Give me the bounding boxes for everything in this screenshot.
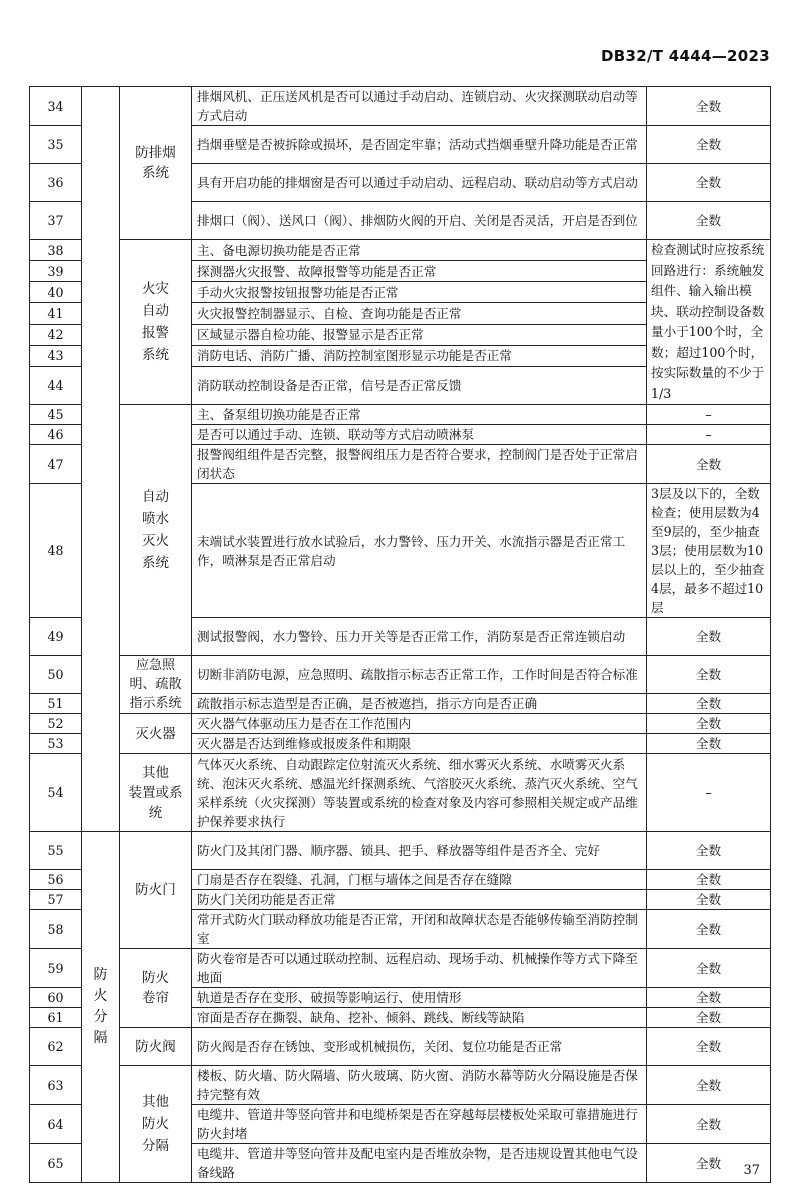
row-number: 61 [30, 1008, 82, 1028]
check-content: 灭火器是否达到维修或报废条件和期限 [192, 734, 647, 754]
table-row [30, 240, 771, 261]
check-content: 气体灭火系统、自动跟踪定位射流灭火系统、细水雾灭火系统、水喷雾灭火系统、泡沫灭火系统、感温光纤探测系统、气溶胶灭火系统、蒸汽灭火系统、空气采样系统（火灾探测）等装置或系统的检查对象及内容可参照相关规定或产品维护保养要求执行 [192, 754, 647, 832]
check-content: 防火卷帘是否可以通过联动控制、远程启动、现场手动、机械操作等方式下降至地面 [192, 949, 647, 988]
check-content: 防火阀是否存在锈蚀、变形或机械损伤，关闭、复位功能是否正常 [192, 1028, 647, 1066]
subsystem-fire-door: 防火门 [120, 832, 192, 949]
table-row [30, 656, 771, 694]
check-content: 防火门及其闭门器、顺序器、锁具、把手、释放器等组件是否齐全、完好 [192, 832, 647, 870]
row-number: 63 [30, 1066, 82, 1105]
row-number: 34 [30, 87, 82, 126]
check-content: 主、备泵组切换功能是否正常 [192, 405, 647, 425]
row-number: 43 [30, 345, 82, 366]
check-content: 末端试水装置进行放水试验后，水力警铃、压力开关、水流指示器是否正常工作，喷淋泵是否正常启动 [192, 484, 647, 618]
check-scope: 全数 [647, 1028, 771, 1066]
check-content: 报警阀组组件是否完整，报警阀组压力是否符合要求，控制阀门是否处于正常启闭状态 [192, 445, 647, 484]
row-number: 52 [30, 714, 82, 734]
check-scope: 全数 [647, 694, 771, 714]
subsystem-smoke-control: 防排烟 系统 [120, 87, 192, 240]
row-number: 65 [30, 1144, 82, 1183]
table-row [30, 949, 771, 988]
row-number: 38 [30, 240, 82, 261]
check-content: 排烟口（阀）、送风口（阀）、排烟防火阀的开启、关闭是否灵活，开启是否到位 [192, 202, 647, 240]
row-number: 37 [30, 202, 82, 240]
check-content: 主、备电源切换功能是否正常 [192, 240, 647, 261]
check-scope: 全数 [647, 870, 771, 890]
row-number: 46 [30, 425, 82, 445]
row-number: 48 [30, 484, 82, 618]
row-number: 64 [30, 1105, 82, 1144]
check-scope: 全数 [647, 1008, 771, 1028]
table-row [30, 405, 771, 425]
check-scope: 全数 [647, 1105, 771, 1144]
check-scope: – [647, 405, 771, 425]
check-content: 电缆井、管道井等竖向管井和电缆桥架是否在穿越每层楼板处采取可靠措施进行防火封堵 [192, 1105, 647, 1144]
check-scope: 全数 [647, 202, 771, 240]
check-scope: 全数 [647, 445, 771, 484]
check-scope: 全数 [647, 890, 771, 910]
check-scope: – [647, 754, 771, 832]
check-scope: 全数 [647, 618, 771, 656]
subsystem-extinguisher: 灭火器 [120, 714, 192, 754]
row-number: 47 [30, 445, 82, 484]
row-number: 55 [30, 832, 82, 870]
row-number: 45 [30, 405, 82, 425]
check-scope: 全数 [647, 1066, 771, 1105]
check-content: 是否可以通过手动、连锁、联动等方式启动喷淋泵 [192, 425, 647, 445]
check-scope: 全数 [647, 910, 771, 949]
check-content: 楼板、防火墙、防火隔墙、防火玻璃、防火窗、消防水幕等防火分隔设施是否保持完整有效 [192, 1066, 647, 1105]
check-scope: 全数 [647, 714, 771, 734]
check-content: 门扇是否存在裂缝、孔洞，门框与墙体之间是否存在缝隙 [192, 870, 647, 890]
subsystem-fire-damper: 防火阀 [120, 1028, 192, 1066]
check-content: 手动火灾报警按钮报警功能是否正常 [192, 282, 647, 303]
check-content: 帘面是否存在撕裂、缺角、挖补、倾斜、跳线、断线等缺陷 [192, 1008, 647, 1028]
row-number: 39 [30, 261, 82, 282]
sampling-note-alarm: 检查测试时应按系统回路进行：系统触发组件、输入输出模块、联动控制设备数量小于100个时，全数；超过100个时，按实际数量的不少于1/3 [647, 240, 771, 405]
check-content: 区域显示器自检功能、报警显示是否正常 [192, 324, 647, 345]
check-content: 灭火器气体驱动压力是否在工作范围内 [192, 714, 647, 734]
check-scope: – [647, 425, 771, 445]
row-number: 40 [30, 282, 82, 303]
subsystem-sprinkler: 自动 喷水 灭火 系统 [120, 405, 192, 656]
row-number: 53 [30, 734, 82, 754]
subsystem-fire-shutter: 防火 卷帘 [120, 949, 192, 1028]
check-content: 防火门关闭功能是否正常 [192, 890, 647, 910]
row-number: 36 [30, 164, 82, 202]
check-scope: 全数 [647, 164, 771, 202]
check-scope: 全数 [647, 126, 771, 164]
check-scope: 全数 [647, 87, 771, 126]
row-number: 41 [30, 303, 82, 324]
check-content: 排烟风机、正压送风机是否可以通过手动启动、连锁启动、火灾探测联动启动等方式启动 [192, 87, 647, 126]
check-scope: 全数 [647, 734, 771, 754]
check-scope: 全数 [647, 988, 771, 1008]
subsystem-other-systems: 其他 装置或系 统 [120, 754, 192, 832]
check-content: 电缆井、管道井等竖向管井及配电室内是否堆放杂物，是否违规设置其他电气设备线路 [192, 1144, 647, 1183]
page-number: 37 [743, 1163, 760, 1178]
row-number: 60 [30, 988, 82, 1008]
row-number: 51 [30, 694, 82, 714]
table-row [30, 87, 771, 126]
row-number: 54 [30, 754, 82, 832]
row-number: 35 [30, 126, 82, 164]
inspection-table [29, 86, 771, 1183]
group-fire-separation: 防 火 分 隔 [82, 832, 120, 1183]
row-number: 58 [30, 910, 82, 949]
subsystem-emergency-lighting: 应急照 明、疏散 指示系统 [120, 656, 192, 714]
subsystem-fire-alarm: 火灾 自动 报警 系统 [120, 240, 192, 405]
table-row [30, 714, 771, 734]
row-number: 50 [30, 656, 82, 694]
row-number: 57 [30, 890, 82, 910]
check-scope: 全数 [647, 656, 771, 694]
table-row [30, 832, 771, 870]
table-row [30, 1066, 771, 1105]
row-number: 56 [30, 870, 82, 890]
document-id: DB32/T 4444—2023 [601, 47, 770, 65]
row-number: 44 [30, 366, 82, 404]
row-number: 62 [30, 1028, 82, 1066]
check-content: 探测器火灾报警、故障报警等功能是否正常 [192, 261, 647, 282]
row-number: 59 [30, 949, 82, 988]
check-content: 消防电话、消防广播、消防控制室图形显示功能是否正常 [192, 345, 647, 366]
check-scope: 全数 [647, 832, 771, 870]
check-content: 火灾报警控制器显示、自检、查询功能是否正常 [192, 303, 647, 324]
check-content: 挡烟垂壁是否被拆除或损坏，是否固定牢靠；活动式挡烟垂壁升降功能是否正常 [192, 126, 647, 164]
check-content: 轨道是否存在变形、破损等影响运行、使用情形 [192, 988, 647, 1008]
check-content: 切断非消防电源，应急照明、疏散指示标志否正常工作，工作时间是否符合标准 [192, 656, 647, 694]
row-number: 42 [30, 324, 82, 345]
group-cell-empty [82, 87, 120, 832]
check-content: 疏散指示标志造型是否正确，是否被遮挡，指示方向是否正确 [192, 694, 647, 714]
check-content: 测试报警阀，水力警铃、压力开关等是否正常工作，消防泵是否正常连锁启动 [192, 618, 647, 656]
check-content: 消防联动控制设备是否正常，信号是否正常反馈 [192, 366, 647, 404]
check-content: 具有开启功能的排烟窗是否可以通过手动启动、远程启动、联动启动等方式启动 [192, 164, 647, 202]
table-row [30, 1028, 771, 1066]
check-scope: 全数 [647, 949, 771, 988]
check-scope: 全数 [647, 1144, 771, 1183]
table-row [30, 754, 771, 832]
sampling-note-sprinkler: 3层及以下的，全数检查；使用层数为4至9层的，至少抽查3层；使用层数为10层以上的，至少抽查4层，最多不超过10层 [647, 484, 771, 618]
check-content: 常开式防火门联动释放功能是否正常，开闭和故障状态是否能够传输至消防控制室 [192, 910, 647, 949]
subsystem-other-separation: 其他 防火 分隔 [120, 1066, 192, 1183]
row-number: 49 [30, 618, 82, 656]
